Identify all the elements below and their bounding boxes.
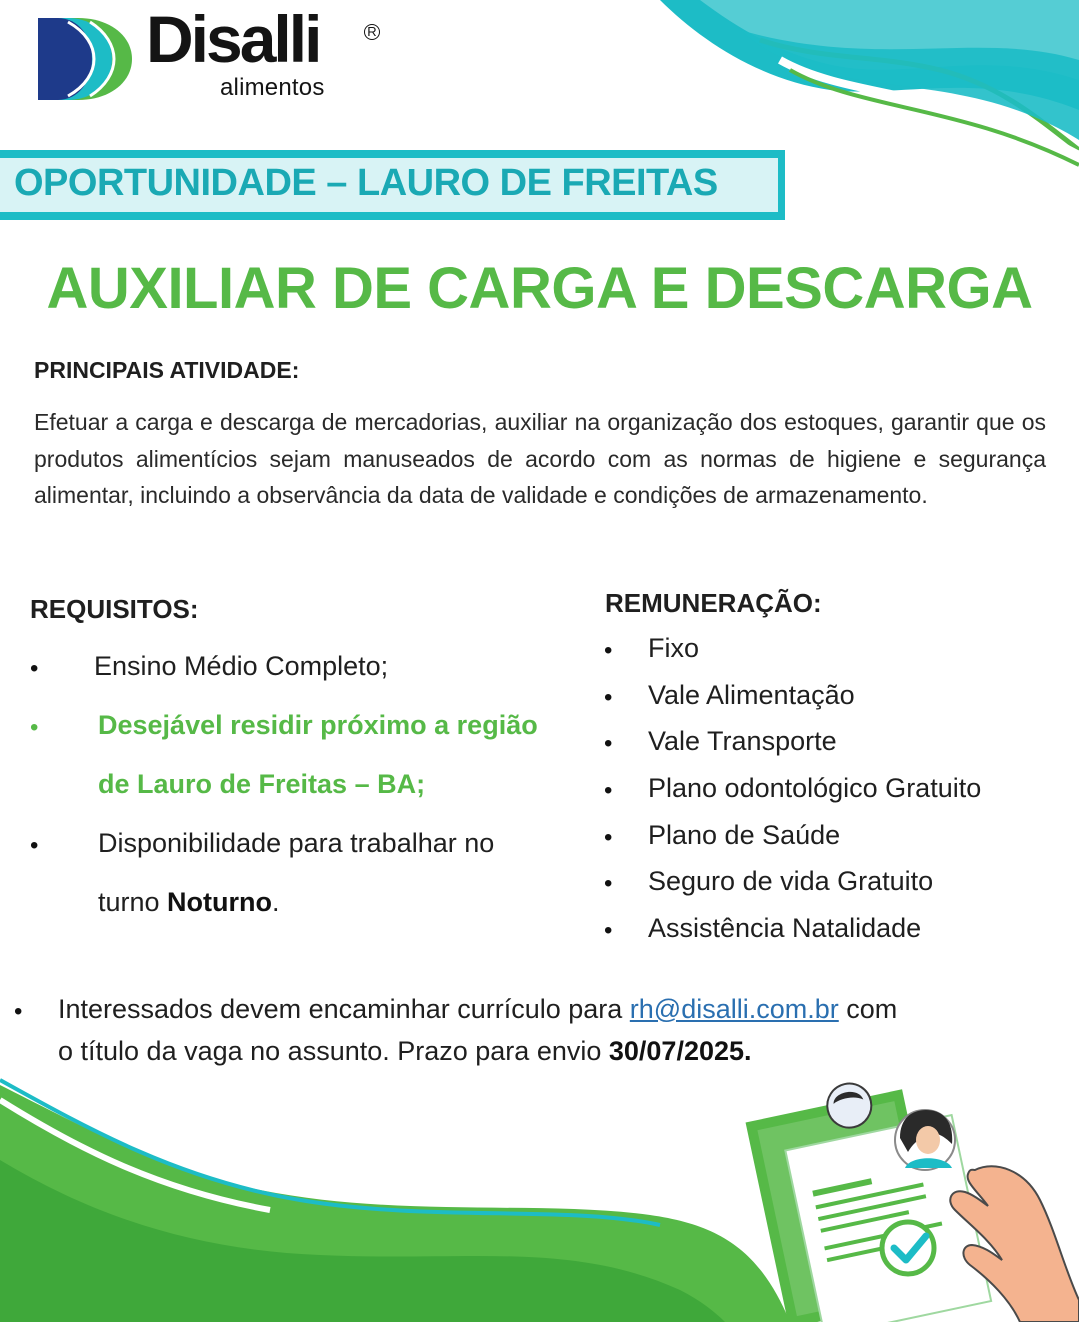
brand-tagline: alimentos [220, 74, 325, 101]
remuneration-heading: REMUNERAÇÃO: [605, 588, 822, 618]
requirement-item-availability-line1: Disponibilidade para trabalhar no [98, 828, 495, 858]
night-shift-emphasis: Noturno [167, 887, 273, 917]
benefit-item: Plano odontológico Gratuito [648, 773, 982, 803]
brand-name: Disalli [146, 2, 320, 76]
activities-description: Efetuar a carga e descarga de mercadorias, auxiliar na organização dos estoques, garantir que os produtos alimentícios sejam manuseados de acordo com as normas de higiene e segurança alimentar, incluindo a observância da data de validade e condições de armazenamento. [34, 409, 1046, 508]
contact-email-link[interactable]: rh@disalli.com.br [629, 994, 839, 1024]
bullet-icon: • [30, 832, 39, 859]
benefit-item: Fixo [648, 633, 700, 663]
benefit-item: Vale Transporte [648, 726, 837, 756]
disalli-logo-icon [38, 14, 134, 104]
requirement-item-residence-line1: Desejável residir próximo a região [98, 710, 538, 740]
requirement-item-education: Ensino Médio Completo; [94, 651, 389, 681]
requirement-item-availability-line2: turno Noturno. [98, 887, 280, 917]
bullet-icon: • [30, 655, 39, 682]
activities-heading: PRINCIPAIS ATIVIDADE: [34, 357, 300, 383]
bullet-icon: • [604, 870, 613, 897]
benefit-item: Vale Alimentação [648, 680, 855, 710]
bullet-icon: • [604, 637, 613, 664]
bullet-icon: • [604, 917, 613, 944]
bullet-icon: • [604, 777, 613, 804]
resume-check-illustration-icon [740, 1060, 1079, 1322]
bullet-icon: • [604, 824, 613, 851]
bullet-icon: • [14, 998, 23, 1025]
requirements-heading: REQUISITOS: [30, 594, 199, 624]
location-banner-text: OPORTUNIDADE – LAURO DE FREITAS [14, 162, 718, 204]
bullet-icon: • [30, 714, 39, 741]
bullet-icon: • [604, 684, 613, 711]
requirement-item-residence-line2: de Lauro de Freitas – BA; [98, 769, 426, 799]
benefit-item: Plano de Saúde [648, 820, 841, 850]
deadline-date: 30/07/2025. [608, 1036, 752, 1066]
benefit-item: Seguro de vida Gratuito [648, 866, 934, 896]
bullet-icon: • [604, 730, 613, 757]
benefit-item: Assistência Natalidade [648, 913, 922, 943]
registered-mark: R [364, 24, 380, 40]
application-instruction-line1: Interessados devem encaminhar currículo para rh@disalli.com.br com [58, 994, 898, 1024]
job-title: AUXILIAR DE CARGA E DESCARGA [46, 256, 1033, 321]
application-instruction-line2: o título da vaga no assunto. Prazo para envio 30/07/2025. [58, 1036, 752, 1066]
